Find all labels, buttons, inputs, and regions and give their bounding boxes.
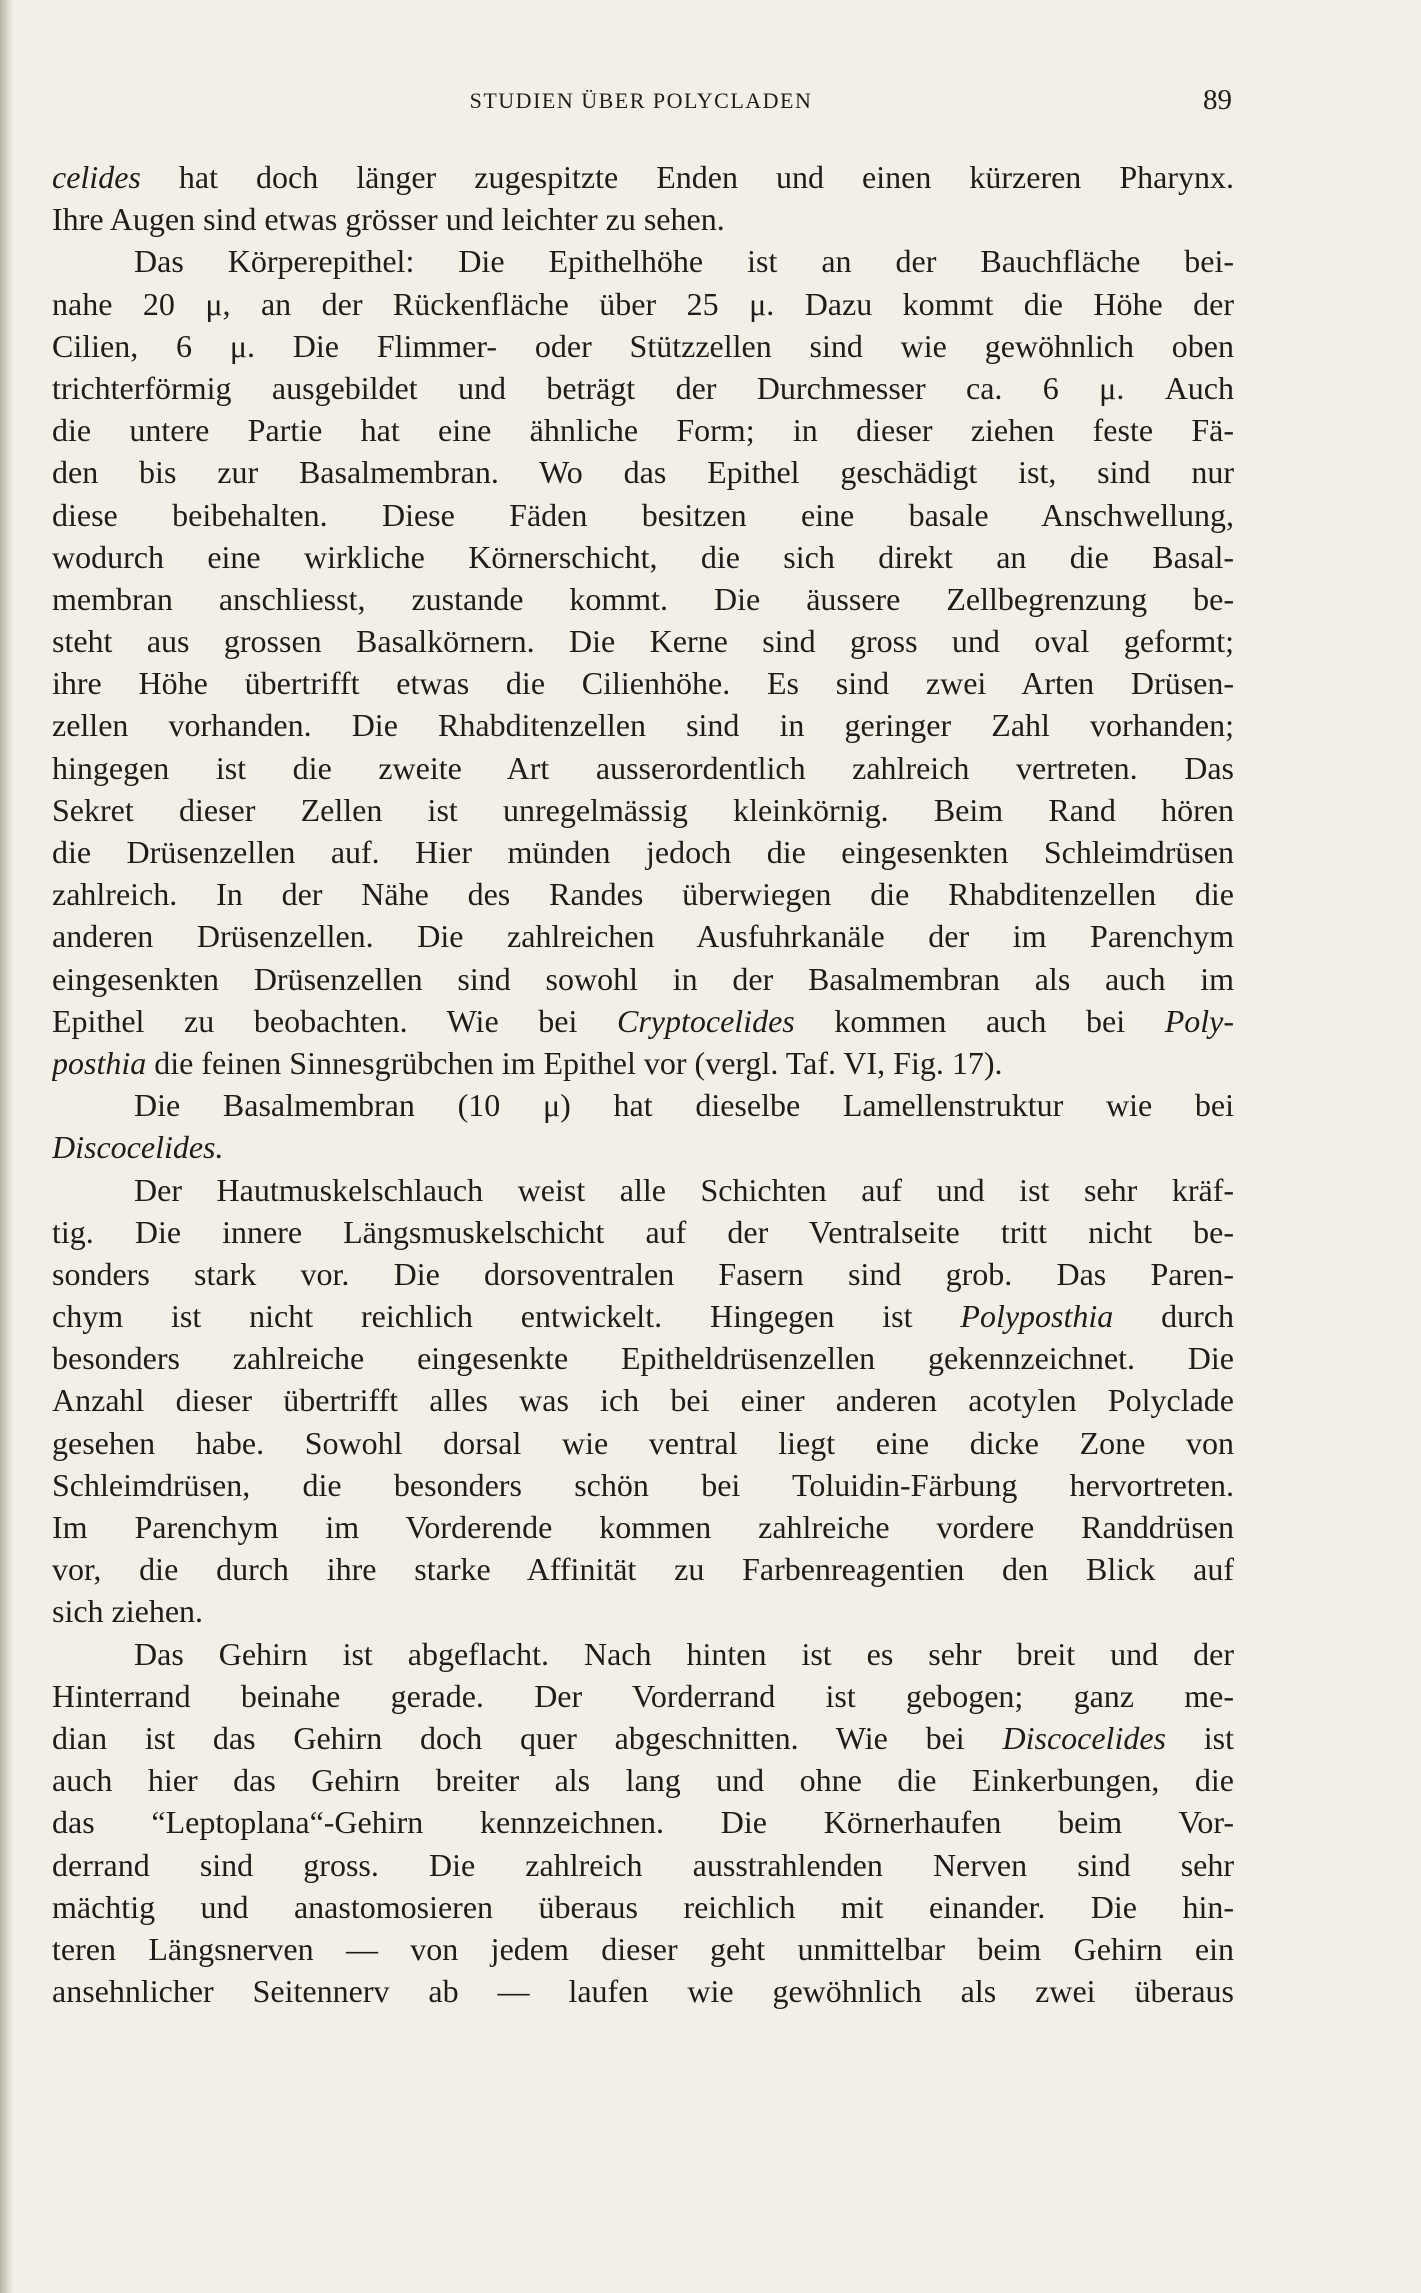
text-line (52, 494, 1234, 536)
italic-term: Poly- (1164, 1002, 1234, 1039)
text-segment: mächtig und anastomosieren überaus reichlich mit einander. Die hin- (52, 1888, 1234, 1925)
page-number: 89 (1203, 84, 1232, 116)
text-segment: ist (1165, 1719, 1234, 1756)
text-line (52, 240, 1234, 282)
text-line (52, 1337, 1234, 1379)
running-title: STUDIEN ÜBER POLYCLADEN (469, 88, 813, 113)
text-line (52, 1422, 1234, 1464)
text-line (52, 1379, 1234, 1421)
text-segment: die untere Partie hat eine ähnliche Form; in dieser ziehen feste Fä- (52, 412, 1234, 449)
text-line (52, 325, 1234, 367)
text-segment: besonders zahlreiche eingesenkte Epitheldrüsenzellen gekennzeichnet. Die (52, 1340, 1234, 1377)
text-line (52, 1759, 1234, 1801)
text-segment: die feinen Sinnesgrübchen im Epithel vor (vergl. Taf. VI, Fig. 17). (146, 1044, 1003, 1081)
text-segment: hingegen ist die zweite Art ausserordentlich zahlreich vertreten. Das (52, 749, 1234, 786)
text-segment: wodurch eine wirkliche Körnerschicht, die sich direkt an die Basal- (52, 538, 1234, 575)
text-line (52, 704, 1234, 746)
text-segment: tig. Die innere Längsmuskelschicht auf der Ventralseite tritt nicht be- (52, 1213, 1234, 1250)
italic-term: Cryptocelides (616, 1002, 795, 1039)
italic-term: celides (52, 159, 141, 195)
italic-term: posthia (52, 1044, 147, 1081)
text-segment: ihre Höhe übertrifft etwas die Cilienhöhe. Es sind zwei Arten Drüsen- (52, 665, 1234, 702)
text-line (52, 1928, 1234, 1970)
text-line (52, 1717, 1234, 1759)
text-line (52, 451, 1234, 493)
text-line (52, 156, 1234, 198)
text-line (52, 367, 1234, 409)
text-segment: Epithel zu beobachten. Wie bei (52, 1002, 617, 1039)
text-segment: auch hier das Gehirn breiter als lang und ohne die Einkerbungen, die (52, 1762, 1234, 1799)
text-segment: den bis zur Basalmembran. Wo das Epithel geschädigt ist, sind nur (52, 454, 1234, 491)
text-segment: die Drüsenzellen auf. Hier münden jedoch die eingesenkten Schleimdrüsen (52, 834, 1234, 870)
text-segment: Ihre Augen sind etwas grösser und leichter zu sehen. (52, 201, 725, 238)
text-segment: Die Basalmembran (10 μ) hat dieselbe Lamellenstruktur wie bei (134, 1087, 1234, 1124)
text-line (52, 915, 1234, 957)
text-line (52, 747, 1234, 789)
text-line (52, 1253, 1234, 1295)
text-line (52, 1675, 1234, 1717)
text-line (52, 1464, 1234, 1506)
text-segment: chym ist nicht reichlich entwickelt. Hingegen ist (52, 1298, 961, 1335)
text-line (52, 536, 1234, 578)
text-line (52, 1801, 1234, 1843)
text-line (52, 1970, 1234, 2012)
text-line (52, 1126, 1234, 1168)
text-line (52, 578, 1234, 620)
text-line (52, 1169, 1234, 1211)
text-line (52, 283, 1234, 325)
text-segment: Schleimdrüsen, die besonders schön bei Toluidin-Färbung hervortreten. (52, 1466, 1234, 1503)
page-binding-edge (0, 0, 14, 2293)
text-line (52, 831, 1234, 873)
text-segment: hat doch länger zugespitzte Enden und einen kürzeren Pharynx. (140, 159, 1234, 195)
text-line (52, 662, 1234, 704)
text-segment: eingesenkten Drüsenzellen sind sowohl in der Basalmembran als auch im (52, 960, 1234, 997)
text-line (52, 1084, 1234, 1126)
text-line (52, 1211, 1234, 1253)
text-line (52, 1844, 1234, 1886)
italic-term: Polyposthia (960, 1298, 1114, 1335)
text-line (52, 409, 1234, 451)
text-segment: sonders stark vor. Die dorsoventralen Fasern sind grob. Das Paren- (52, 1255, 1234, 1292)
text-segment: zahlreich. In der Nähe des Randes überwiegen die Rhabditenzellen die (52, 876, 1234, 913)
text-line (52, 873, 1234, 915)
text-segment: durch (1113, 1298, 1234, 1335)
text-segment: Sekret dieser Zellen ist unregelmässig kleinkörnig. Beim Rand hören (52, 791, 1234, 828)
text-segment: anderen Drüsenzellen. Die zahlreichen Ausfuhrkanäle der im Parenchym (52, 918, 1234, 955)
text-segment: kommen auch bei (794, 1002, 1165, 1039)
text-segment: teren Längsnerven — von jedem dieser geht unmittelbar beim Gehirn ein (52, 1930, 1234, 1967)
text-segment: sich ziehen. (52, 1593, 204, 1630)
text-line (52, 1295, 1234, 1337)
page-header (50, 84, 1232, 124)
text-segment: das “Leptoplana“-Gehirn kennzeichnen. Die Körnerhaufen beim Vor- (52, 1804, 1234, 1841)
text-segment: Das Gehirn ist abgeflacht. Nach hinten ist es sehr breit und der (134, 1635, 1234, 1672)
italic-term: Discocelides. (52, 1129, 224, 1166)
text-segment: steht aus grossen Basalkörnern. Die Kerne sind gross und oval geformt; (52, 623, 1234, 660)
text-segment: nahe 20 μ, an der Rückenfläche über 25 μ. Dazu kommt die Höhe der (52, 285, 1234, 322)
text-segment: Der Hautmuskelschlauch weist alle Schichten auf und ist sehr kräf- (134, 1171, 1234, 1208)
text-line (52, 620, 1234, 662)
text-line (52, 1042, 1234, 1084)
body-text (52, 156, 1234, 2012)
text-segment: ansehnlicher Seitennerv ab — laufen wie gewöhnlich als zwei überaus (52, 1973, 1234, 2010)
text-segment: trichterförmig ausgebildet und beträgt der Durchmesser ca. 6 μ. Auch (52, 369, 1234, 406)
text-line (52, 1633, 1234, 1675)
text-segment: vor, die durch ihre starke Affinität zu Farbenreagentien den Blick auf (52, 1551, 1234, 1588)
text-line (52, 789, 1234, 831)
text-segment: Das Körperepithel: Die Epithelhöhe ist an der Bauchfläche bei- (134, 243, 1234, 280)
text-segment: gesehen habe. Sowohl dorsal wie ventral liegt eine dicke Zone von (52, 1424, 1234, 1461)
text-segment: diese beibehalten. Diese Fäden besitzen eine basale Anschwellung, (52, 496, 1234, 533)
text-line (52, 958, 1234, 1000)
text-line (52, 1886, 1234, 1928)
text-segment: derrand sind gross. Die zahlreich ausstrahlenden Nerven sind sehr (52, 1846, 1234, 1883)
text-segment: Hinterrand beinahe gerade. Der Vorderrand ist gebogen; ganz me- (52, 1677, 1234, 1714)
text-segment: Anzahl dieser übertrifft alles was ich bei einer anderen acotylen Polyclade (52, 1382, 1234, 1419)
text-segment: dian ist das Gehirn doch quer abgeschnitten. Wie bei (52, 1719, 1003, 1756)
text-segment: Cilien, 6 μ. Die Flimmer- oder Stützzellen sind wie gewöhnlich oben (52, 327, 1234, 364)
text-segment: membran anschliesst, zustande kommt. Die äussere Zellbegrenzung be- (52, 580, 1234, 617)
text-line (52, 1000, 1234, 1042)
text-segment: Im Parenchym im Vorderende kommen zahlreiche vordere Randdrüsen (52, 1509, 1234, 1545)
text-line (52, 1590, 1234, 1632)
italic-term: Discocelides (1002, 1719, 1166, 1756)
text-line (52, 1506, 1234, 1548)
text-segment: zellen vorhanden. Die Rhabditenzellen sind in geringer Zahl vorhanden; (52, 707, 1234, 744)
text-line (52, 198, 1234, 240)
text-line (52, 1548, 1234, 1590)
